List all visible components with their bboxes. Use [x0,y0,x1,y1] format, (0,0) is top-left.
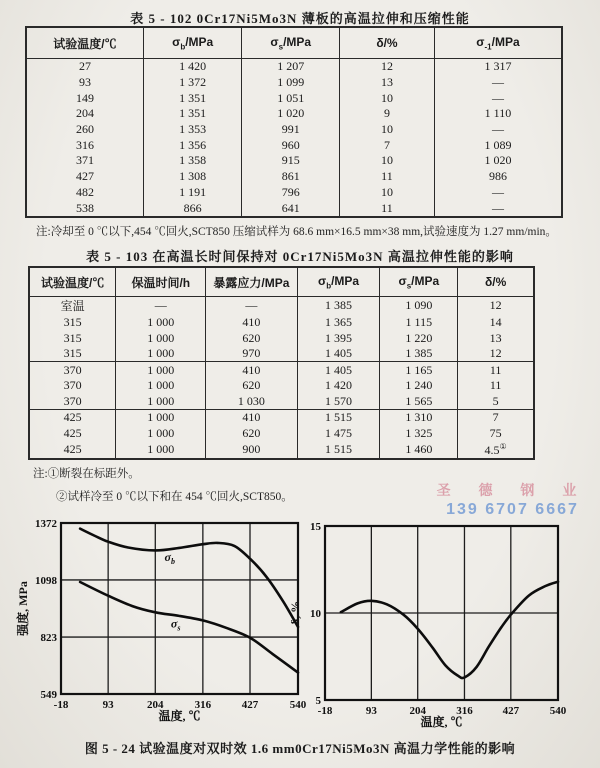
table-cell: 1 356 [143,137,242,153]
table-cell: 1 000 [116,426,206,442]
y-tick-label: 15 [310,521,321,533]
table-cell: 620 [206,426,297,442]
table-5-102 [25,26,563,218]
table-cell: 861 [242,169,340,185]
column-header: $\sigma_{-1}$/MPa [434,27,562,59]
table-cell: 960 [242,137,340,153]
table-cell: 14 [458,315,534,331]
table-cell: 427 [75,169,94,184]
table-cell: 1 395 [297,330,380,346]
column-header: δ/% [458,267,534,297]
table-cell: 1 110 [434,106,562,122]
strength-vs-temperature-chart [0,503,320,748]
table-row [29,315,534,331]
table-cell: 75 [458,426,534,442]
table-cell: 10 [340,185,435,201]
table-cell: 11 [340,169,435,185]
table-cell: 866 [143,200,242,217]
table-cell: 10 [340,122,435,138]
table-5-103-title: 表 5 - 103 在高温长时间保持对 0Cr17Ni5Mo3N 高温拉伸性能的影响 [86,249,514,264]
column-header: 试验温度/℃ [26,27,143,59]
table-cell: 1 099 [242,75,340,91]
y-tick-label: 1098 [35,574,57,587]
series-label: $\sigma_b$ [164,550,175,567]
table-cell: 796 [242,185,340,201]
elongation-vs-temperature-chart [285,503,600,748]
table-cell: 1 405 [297,362,380,378]
x-axis-label: 温度, ℃ [420,715,463,729]
table-cell: 1 207 [242,59,340,75]
table-row [26,153,562,169]
table-cell: 1 372 [143,75,242,91]
column-header: $\sigma_s$/MPa [380,267,458,297]
table-row [26,200,562,217]
table-5-103-note-2: ②试样冷至 0 ℃以下和在 454 ℃回火,SCT850。 [56,491,293,503]
x-tick-label: 540 [289,699,307,711]
table-cell: 370 [63,393,82,408]
table-cell: 1 000 [116,394,206,410]
table-cell: 1 405 [297,346,380,362]
table-cell: 1 570 [297,394,380,410]
table-cell: 410 [206,315,297,331]
column-header: δ/% [340,27,435,59]
table-cell: 260 [75,122,94,137]
table-row [29,426,534,442]
y-axis-label: δ, % [288,600,302,626]
table-cell: 970 [206,346,297,362]
table-cell: 10 [340,90,435,106]
table-cell: 11 [458,362,534,378]
table-cell: 1 460 [380,441,458,459]
y-tick-label: 823 [40,632,57,645]
x-tick-label: 427 [241,699,259,711]
column-header: $\sigma_s$/MPa [242,27,340,59]
table-cell: 1 385 [380,346,458,362]
table-row [26,90,562,106]
table-row [29,362,534,378]
data-table [25,26,563,218]
table-row [26,185,562,201]
table-cell: 1 220 [380,330,458,346]
table-cell: 5 [458,394,534,410]
table-cell: 1 565 [380,394,458,410]
table-cell: — [434,122,562,138]
table-cell: 315 [63,330,82,345]
column-header: 保温时间/h [116,267,206,297]
y-tick-label: 549 [40,689,57,701]
header-row [26,27,562,59]
table-cell: 1 000 [116,378,206,394]
table-cell: — [434,75,562,91]
table-cell: 4.5① [458,441,534,459]
x-tick-label: 93 [102,699,114,711]
x-tick-label: 93 [365,705,377,717]
table-cell: 915 [242,153,340,169]
table-cell: 1 020 [434,153,562,169]
table-cell: 9 [340,106,435,122]
table-cell: 410 [206,362,297,378]
table-cell: 1 240 [380,378,458,394]
x-tick-label: 204 [147,699,164,711]
column-header: 暴露应力/MPa [206,267,297,297]
table-cell: 1 115 [380,315,458,331]
table-cell: 1 000 [116,346,206,362]
table-cell: 425 [63,442,82,457]
table-5-103 [28,266,535,460]
table-cell: 1 051 [242,90,340,106]
series-label: $\sigma_s$ [170,616,181,633]
table-row [26,59,562,75]
table-row [26,169,562,185]
table-cell: 1 310 [380,410,458,426]
series-curve-σb [80,529,298,627]
table-cell: 1 000 [116,330,206,346]
table-cell: 1 000 [116,410,206,426]
table-cell: 1 000 [116,441,206,459]
table-cell: 1 191 [143,185,242,201]
table-cell: 1 351 [143,90,242,106]
table-cell: 204 [75,106,94,121]
table-cell: 1 165 [380,362,458,378]
table-cell: 1 308 [143,169,242,185]
watermark-phone-number: 139 6707 6667 [446,501,579,518]
table-cell: — [206,297,297,315]
table-cell: 482 [75,184,94,199]
table-cell: 7 [340,137,435,153]
table-row [26,137,562,153]
table-cell: 1 000 [116,362,206,378]
table-5-102-note: 注:冷却至 0 ℃以下,454 ℃回火,SCT850 压缩试样为 68.6 mm×16.5 mm×38 mm,试验速度为 1.27 mm/min。 [36,226,557,238]
table-cell: 371 [75,153,94,168]
column-header: $\sigma_b$/MPa [143,27,242,59]
table-cell: 620 [206,378,297,394]
y-tick-label: 5 [315,695,321,707]
table-cell: 538 [75,200,94,215]
table-cell: 13 [340,75,435,91]
table-cell: — [434,90,562,106]
table-cell: 991 [242,122,340,138]
header-row [29,267,534,297]
table-cell: 1 475 [297,426,380,442]
table-row [26,75,562,91]
table-cell: 11 [458,378,534,394]
y-axis-label: 强度, MPa [16,581,30,636]
table-cell: 12 [458,346,534,362]
table-cell: 1 089 [434,137,562,153]
table-cell: 410 [206,410,297,426]
y-tick-label: 10 [310,608,321,620]
series-curve-δ [341,582,558,678]
table-cell: 1 353 [143,122,242,138]
figure-caption: 图 5 - 24 试验温度对双时效 1.6 mm0Cr17Ni5Mo3N 高温力学性能的影响 [84,741,516,756]
table-cell: — [434,200,562,217]
series-curve-σs [80,582,298,673]
table-cell: 1 420 [143,59,242,75]
table-row [29,330,534,346]
table-cell: 1 090 [380,297,458,315]
table-row [29,297,534,315]
table-cell: 425 [29,410,116,426]
table-cell: — [434,185,562,201]
table-cell: 315 [63,314,82,329]
table-cell: 370 [63,378,82,393]
x-tick-label: 540 [549,705,567,717]
table-cell: 1 000 [116,315,206,331]
table-cell: 316 [75,137,94,152]
table-cell: 425 [63,426,82,440]
table-cell: 315 [63,346,82,361]
x-tick-label: -18 [53,699,69,711]
table-cell: 1 317 [434,59,562,75]
table-cell: 12 [340,59,435,75]
table-cell: 900 [206,441,297,459]
table-cell: 370 [29,362,116,378]
table-cell: 1 358 [143,153,242,169]
table-row [29,441,534,459]
table-cell: 27 [78,59,91,74]
x-tick-label: 316 [194,699,212,711]
table-cell: 1 515 [297,410,380,426]
x-tick-label: 427 [502,705,520,717]
table-cell: 7 [458,410,534,426]
table-cell: 12 [458,297,534,315]
table-row [29,394,534,410]
table-cell: 1 325 [380,426,458,442]
x-tick-label: 316 [456,705,473,717]
table-cell: 1 351 [143,106,242,122]
table-5-103-note-1: 注:①断裂在标距外。 [33,468,140,480]
watermark-company-name: 圣 德 钢 业 [436,482,589,498]
column-header: 试验温度/℃ [29,267,116,297]
table-row [29,410,534,426]
x-axis-label: 温度, ℃ [158,709,201,723]
table-cell: 1 385 [297,297,380,315]
data-table [28,266,535,460]
table-cell: 13 [458,330,534,346]
table-5-102-title: 表 5 - 102 0Cr17Ni5Mo3N 薄板的高温拉伸和压缩性能 [130,11,470,26]
table-cell: 641 [242,200,340,217]
y-tick-label: 1372 [35,518,57,530]
table-cell: 620 [206,330,297,346]
table-cell: 986 [434,169,562,185]
column-header: $\sigma_b$/MPa [297,267,380,297]
table-row [29,378,534,394]
table-row [29,346,534,362]
table-cell: 10 [340,153,435,169]
table-cell: 149 [75,90,94,105]
table-cell: 1 030 [206,394,297,410]
table-cell: 1 020 [242,106,340,122]
table-row [26,106,562,122]
table-cell: 93 [78,75,91,90]
table-cell: 1 420 [297,378,380,394]
x-tick-label: 204 [409,705,426,717]
table-cell: 1 365 [297,315,380,331]
table-cell: 室温 [60,299,85,314]
table-cell: 11 [340,200,435,217]
table-row [26,122,562,138]
x-tick-label: -18 [317,705,333,717]
table-cell: — [116,297,206,315]
table-cell: 1 515 [297,441,380,459]
